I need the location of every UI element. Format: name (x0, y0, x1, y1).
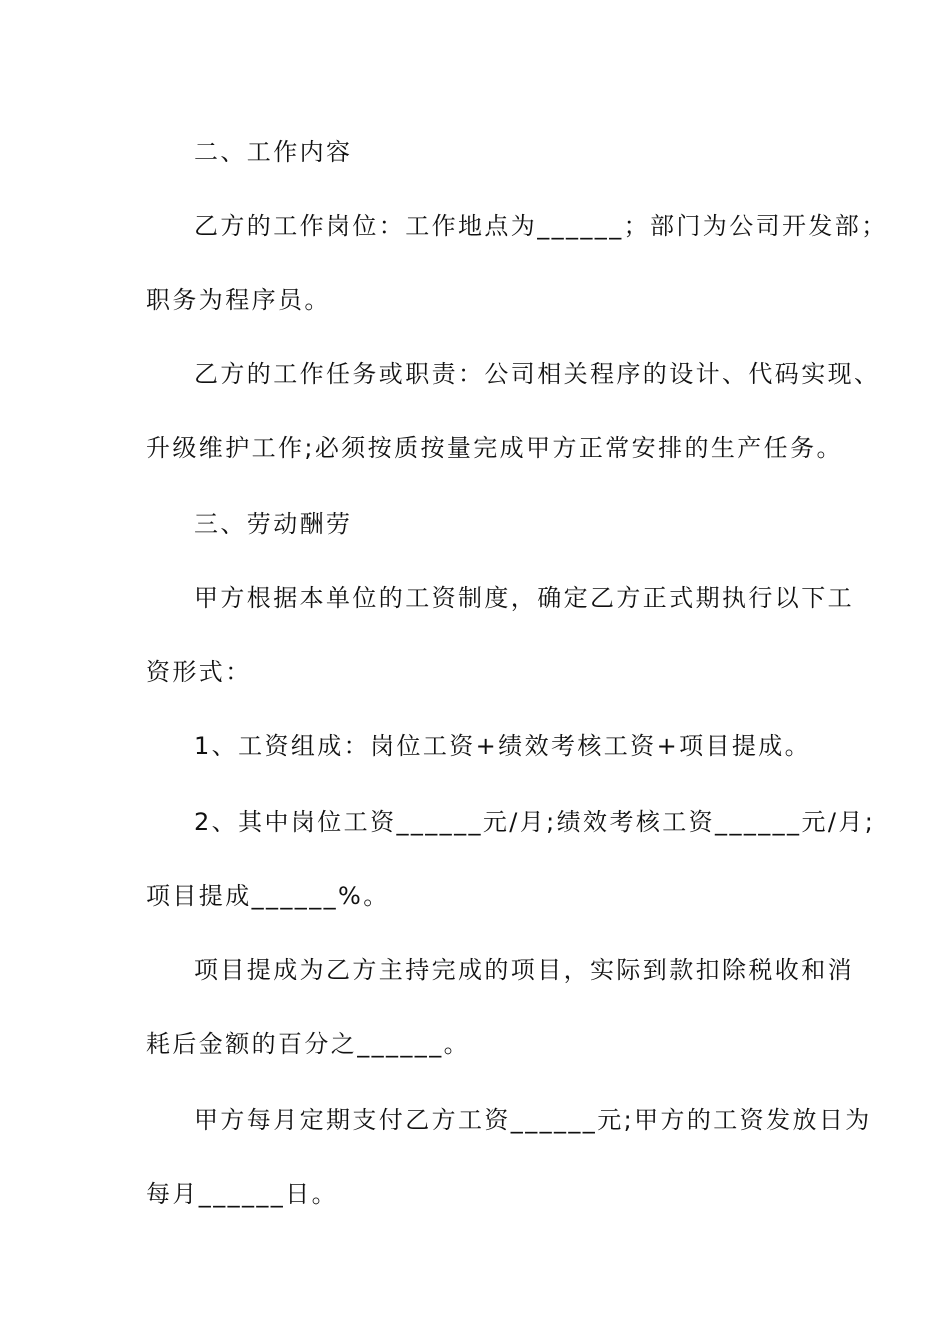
paragraph-line: 耗后金额的百分之______。 (146, 1030, 470, 1058)
list-item: 2、其中岗位工资______元/月;绩效考核工资______元/月; (194, 808, 876, 836)
paragraph-line: 升级维护工作;必须按质按量完成甲方正常安排的生产任务。 (146, 434, 843, 462)
paragraph-line: 甲方每月定期支付乙方工资______元;甲方的工资发放日为 (194, 1106, 872, 1134)
paragraph-line: 资形式： (146, 658, 252, 686)
section-heading-labor-pay: 三、劳动酬劳 (194, 510, 353, 538)
list-item: 1、工资组成：岗位工资+绩效考核工资+项目提成。 (194, 732, 812, 760)
paragraph-line: 每月______日。 (146, 1180, 338, 1208)
paragraph-line: 乙方的工作岗位：工作地点为______；部门为公司开发部； (194, 212, 888, 240)
paragraph-line: 甲方根据本单位的工资制度，确定乙方正式期执行以下工 (194, 584, 854, 612)
paragraph-line: 项目提成为乙方主持完成的项目，实际到款扣除税收和消 (194, 956, 854, 984)
section-heading-work-content: 二、工作内容 (194, 138, 353, 166)
paragraph-line: 项目提成______%。 (146, 882, 390, 910)
paragraph-line: 职务为程序员。 (146, 286, 331, 314)
paragraph-line: 乙方的工作任务或职责：公司相关程序的设计、代码实现、 (194, 360, 881, 388)
